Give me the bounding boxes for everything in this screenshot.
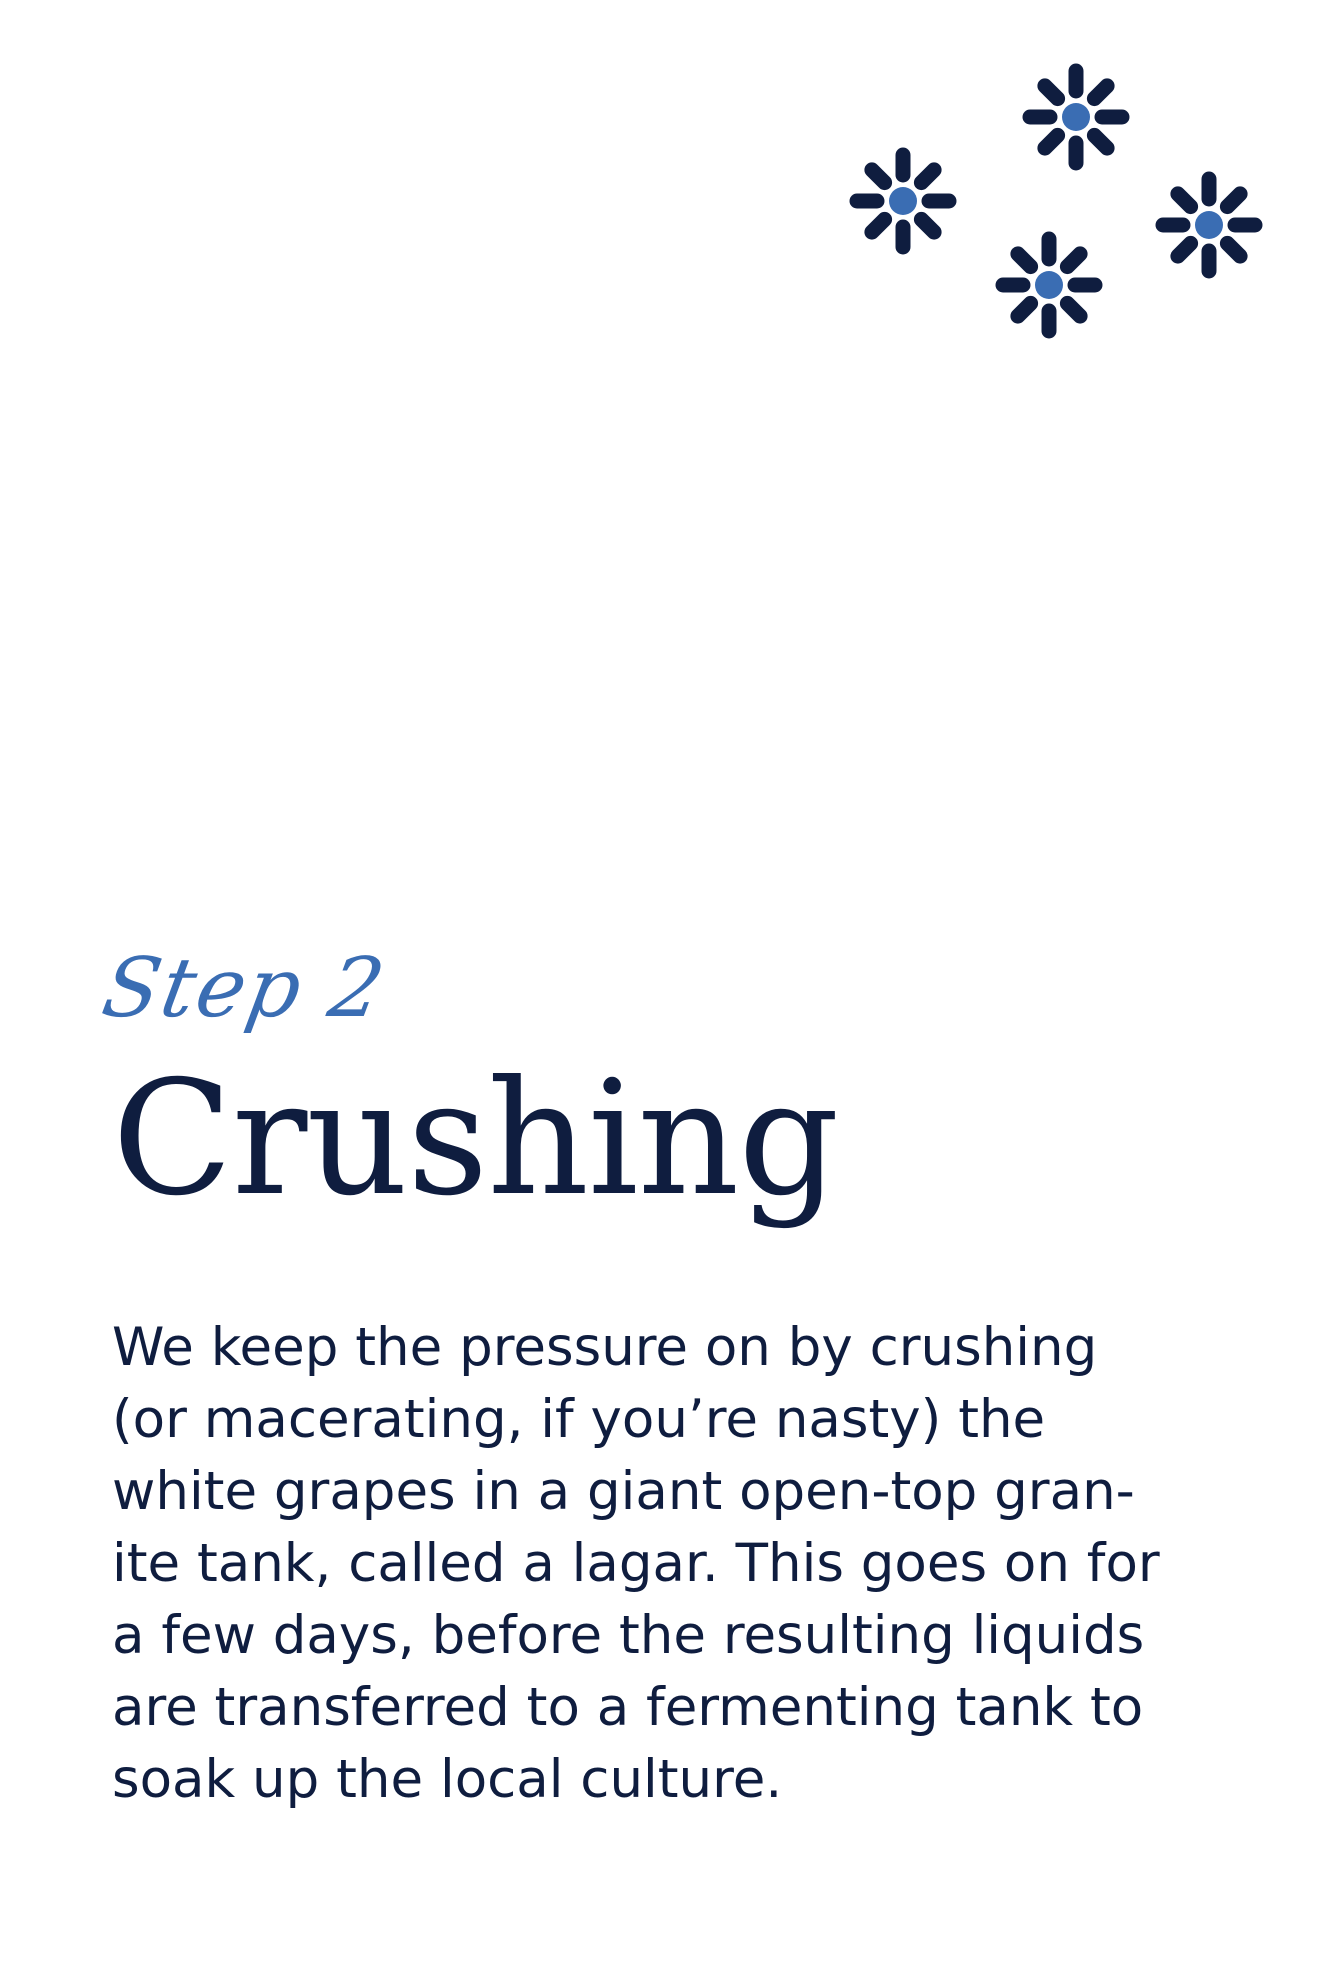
sunburst-decoration [0, 0, 1330, 360]
body-line: ite tank, called a lagar. This goes on for [112, 1533, 1160, 1594]
body-text [112, 1312, 1272, 1816]
body-line: soak up the local culture. [112, 1749, 783, 1810]
page-title: Crushing [112, 1047, 839, 1231]
body-line: a few days, before the resulting liquids [112, 1605, 1145, 1666]
body-line: (or macerating, if you’re nasty) the [112, 1389, 1046, 1450]
body-line: We keep the pressure on by crushing [112, 1317, 1098, 1378]
sunburst-icon [1163, 179, 1255, 271]
sunburst-icon [1030, 71, 1122, 163]
body-line: are transferred to a fermenting tank to [112, 1677, 1144, 1738]
sunburst-icon [1003, 239, 1095, 331]
step-label: Step 2 [95, 941, 393, 1036]
body-line: white grapes in a giant open-top gran- [112, 1461, 1135, 1522]
sunburst-icon [857, 155, 949, 247]
